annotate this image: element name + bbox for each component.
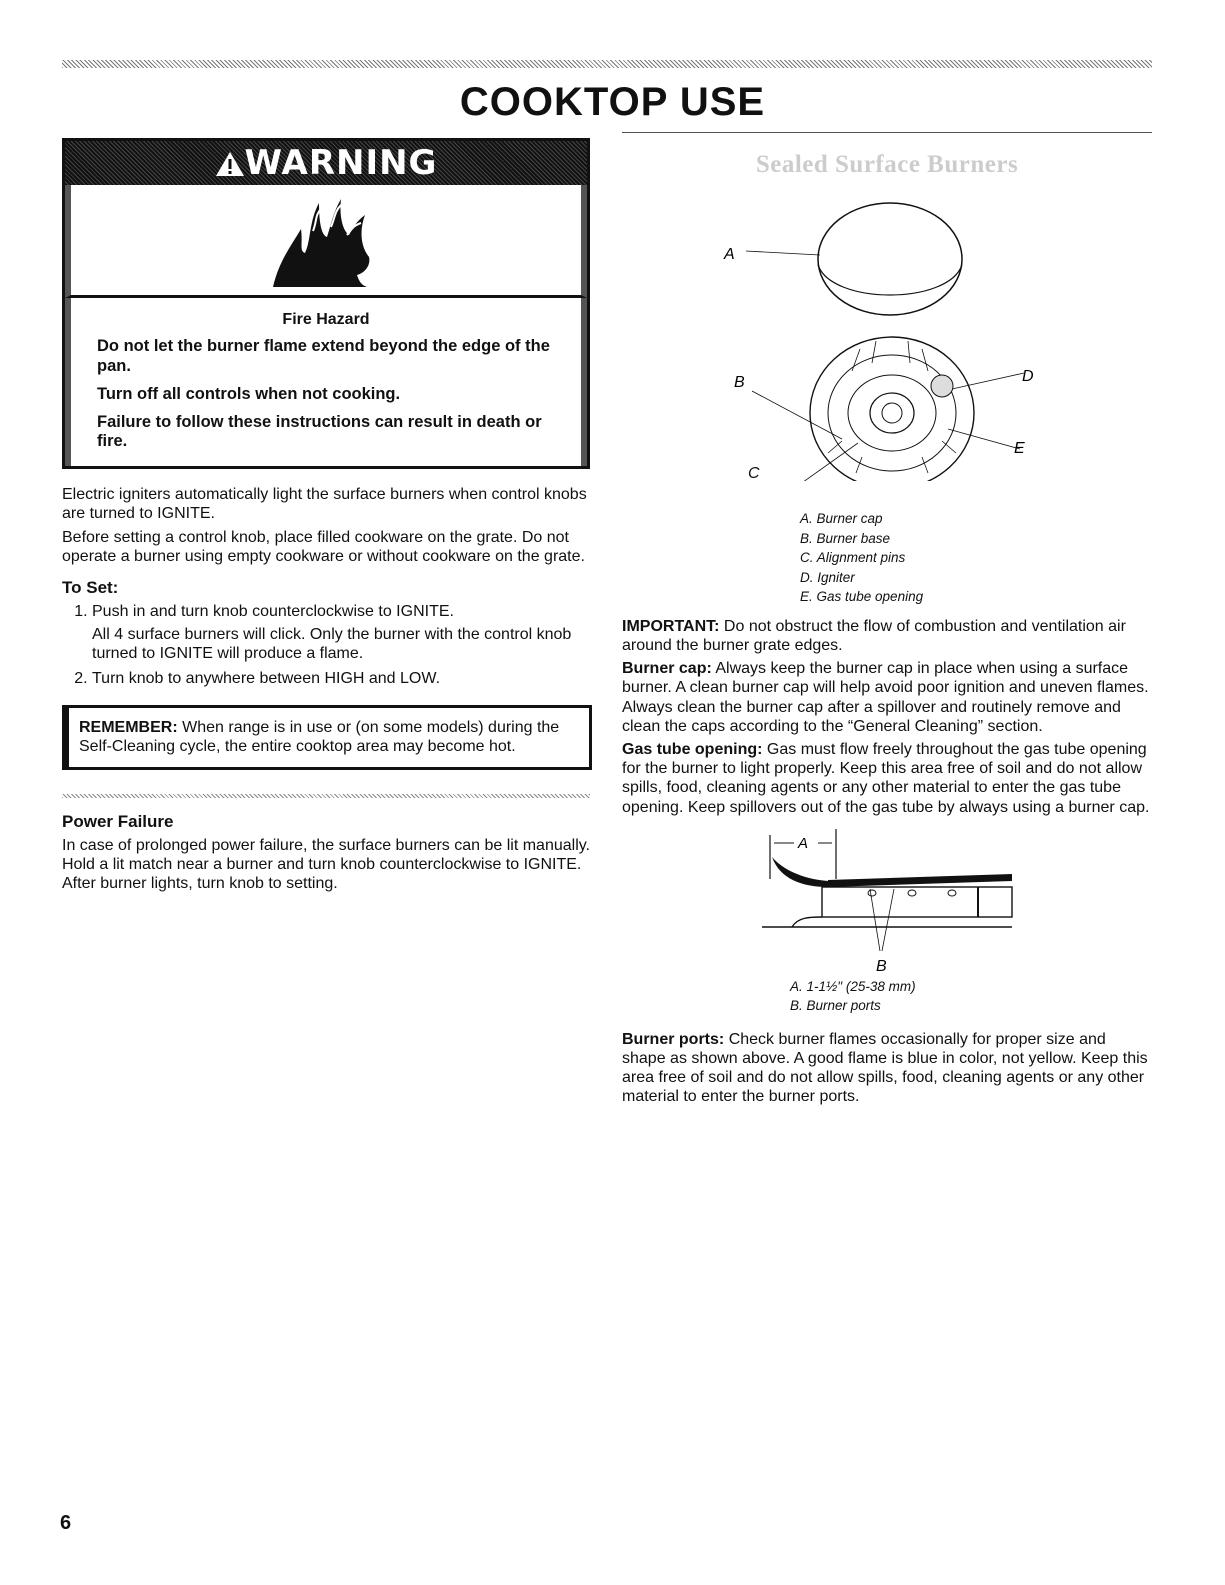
- intro-paragraph: Before setting a control knob, place filled cookware on the grate. Do not operate a burner using empty cookware or without cookware on the grate.: [62, 528, 585, 565]
- burner-cap-text: Always keep the burner cap in place when using a surface burner. A clean burner cap will help avoid poor ignition and uneven flames. Always clean the burner cap after a spillover and routinely remove and clean the caps according to the “General Cleaning” section.: [622, 660, 1149, 735]
- page-title: COOKTOP USE: [459, 80, 766, 124]
- caption-item: D. Igniter: [800, 569, 855, 585]
- power-failure-heading: Power Failure: [62, 811, 174, 831]
- warning-line: Do not let the burner flame extend beyond the edge of the pan.: [97, 337, 550, 375]
- burner-cap-shape: [818, 203, 962, 315]
- burner-cap-label: Burner cap:: [622, 660, 712, 678]
- flame-diagram-label-a: A: [798, 834, 809, 852]
- fire-icon-area: [65, 185, 587, 298]
- caption-item: B. Burner ports: [790, 998, 881, 1014]
- burner-ports-label: Burner ports:: [622, 1030, 725, 1048]
- warning-header: [65, 141, 587, 185]
- diagram-label-d: D: [1022, 368, 1034, 385]
- warning-hazard-title: Fire Hazard: [282, 311, 370, 328]
- caption-item: A. 1-1½" (25-38 mm): [790, 978, 916, 994]
- gas-tube-label: Gas tube opening:: [622, 740, 763, 758]
- right-top-rule: [622, 132, 1152, 133]
- remember-text: When range is in use or (on some models) during the Self-Cleaning cycle, the entire cooktop area may become hot.: [79, 718, 560, 756]
- to-set-steps: [62, 602, 590, 689]
- section-divider: [62, 794, 590, 798]
- important-label: IMPORTANT:: [622, 617, 720, 635]
- diagram-label-b: B: [734, 374, 745, 391]
- step-item: [92, 602, 590, 664]
- warning-body: [65, 298, 587, 466]
- diagram-label-c: C: [748, 465, 760, 482]
- figure2-captions: [790, 977, 1152, 1016]
- page-number: 6: [60, 1512, 72, 1534]
- warning-header-label: WARNING: [244, 143, 438, 183]
- diagram-label-a: A: [724, 246, 735, 263]
- warning-line: Failure to follow these instructions can result in death or fire.: [97, 412, 542, 451]
- diagram-label-c-row: [622, 465, 1152, 501]
- top-decorative-rule: [62, 60, 1152, 68]
- step-text: Push in and turn knob counterclockwise to IGNITE.: [92, 602, 454, 620]
- remember-box: [62, 705, 592, 770]
- caption-item: A. Burner cap: [800, 511, 883, 526]
- diagram-label-e: E: [1014, 440, 1025, 457]
- burner-ports-text: Check burner flames occasionally for proper size and shape as shown above. A good flame is blue in color, not yellow. Keep this area free of soil and do not allow spills, food, cleaning agents or any other material to enter the burner ports.: [622, 1030, 1148, 1106]
- remember-label: REMEMBER:: [79, 718, 178, 736]
- caption-item: B. Burner base: [800, 530, 891, 546]
- warning-box: [62, 138, 590, 469]
- warning-triangle-icon: [215, 151, 245, 177]
- important-paragraph: [622, 617, 1152, 655]
- right-column: [622, 132, 1152, 1111]
- flame-diagram: [622, 823, 1152, 973]
- step-note: All 4 surface burners will click. Only the burner with the control knob turned to IGNITE will produce a flame.: [92, 626, 572, 663]
- power-failure-text: In case of prolonged power failure, the surface burners can be lit manually. Hold a lit match near a burner and turn knob counterclockwise to IGNITE. After burner lights, turn knob to setting.: [62, 836, 590, 893]
- section-heading: Sealed Surface Burners: [755, 151, 1019, 178]
- to-set-heading: To Set:: [62, 577, 119, 597]
- intro-paragraph: Electric igniters automatically light the surface burners when control knobs are turned to IGNITE.: [62, 486, 587, 523]
- burner-ports-paragraph: [622, 1030, 1152, 1107]
- gas-tube-paragraph: [622, 740, 1152, 817]
- warning-line: Turn off all controls when not cooking.: [97, 384, 401, 403]
- burner-cap-paragraph: [622, 659, 1152, 736]
- figure1-captions: [800, 509, 1152, 607]
- caption-item: C. Alignment pins: [800, 550, 906, 566]
- left-column: [62, 138, 590, 897]
- step-text: Turn knob to anywhere between HIGH and LOW.: [92, 670, 441, 688]
- caption-item: E. Gas tube opening: [800, 589, 924, 605]
- gas-tube-text: Gas must flow freely throughout the gas tube opening for the burner to light properly. Keep this area free of soil and do not allow spills, food, cleaning agents or any other material to enter the gas tube opening. Keep spillovers out of the gas tube by always using a burner cap.: [622, 740, 1150, 816]
- warning-header-text: [215, 143, 438, 183]
- fire-hazard-icon: [261, 191, 381, 291]
- important-text: Do not obstruct the flow of combustion and ventilation air around the burner grate edges.: [622, 617, 1126, 654]
- flame-diagram-label-b: B: [876, 957, 887, 973]
- step-item: [92, 669, 590, 688]
- sealed-burner-diagram: [622, 181, 1152, 481]
